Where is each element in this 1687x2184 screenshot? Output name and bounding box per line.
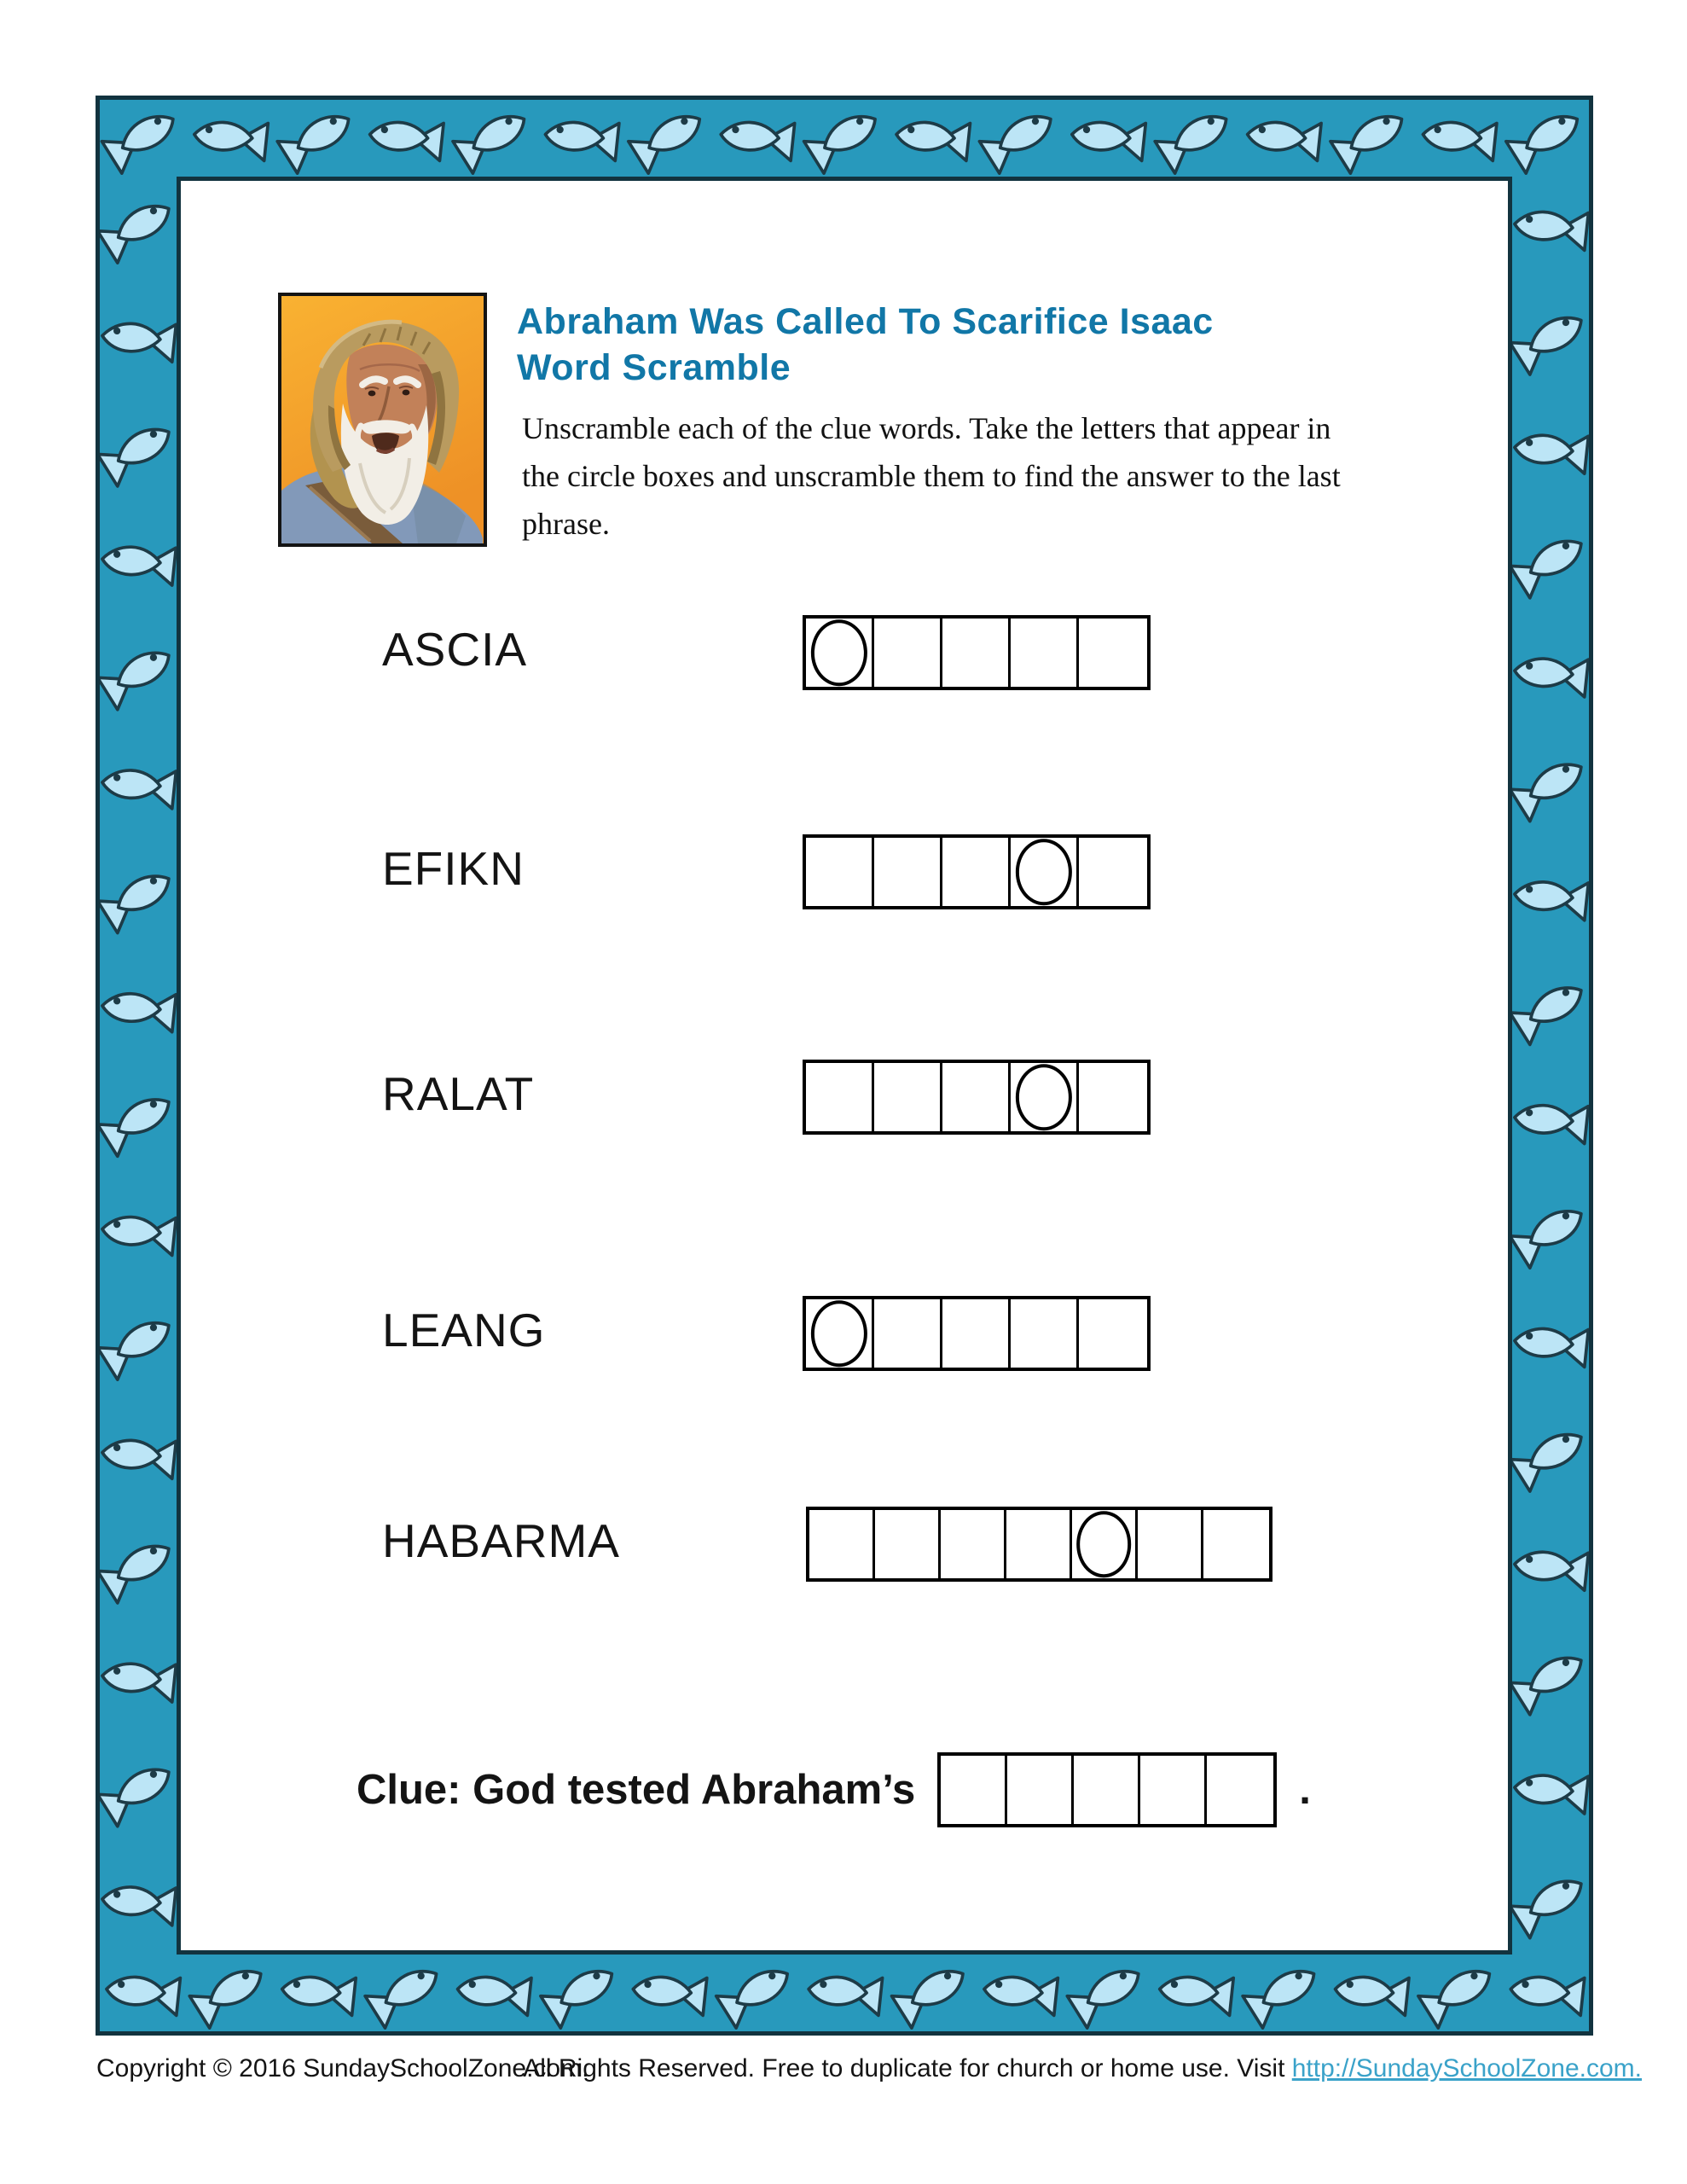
fish-icon [100, 1756, 179, 1826]
answer-box[interactable] [1011, 619, 1079, 687]
fish-icon [979, 103, 1060, 173]
answer-box[interactable] [874, 838, 942, 906]
fish-icon [100, 1086, 179, 1156]
answer-box[interactable] [1007, 1756, 1074, 1824]
answer-boxes [803, 1296, 1151, 1371]
answer-box[interactable] [806, 838, 874, 906]
answer-box[interactable] [1072, 1510, 1138, 1578]
fish-icon [1506, 103, 1587, 173]
rights-text-body: All Rights Reserved. Free to duplicate for church or home use. Visit [523, 2054, 1292, 2082]
answer-box[interactable] [1079, 619, 1147, 687]
fish-icon [541, 1958, 622, 2028]
fish-icon [101, 1880, 177, 1926]
fish-icon [455, 1971, 531, 2016]
fish-icon [101, 987, 177, 1032]
fish-icon [1509, 1971, 1585, 2016]
fish-icon [895, 116, 971, 161]
copyright-text: Copyright © 2016 SundaySchoolZone.com. [96, 2054, 589, 2082]
scrambled-word-label: HABARMA [382, 1514, 620, 1567]
fish-icon [189, 1958, 270, 2028]
fish-icon [193, 116, 269, 161]
fish-icon [277, 103, 358, 173]
clue-row [357, 1752, 1311, 1827]
rights-text [523, 2054, 1642, 2083]
scrambled-word-label: LEANG [382, 1304, 546, 1356]
answer-box[interactable] [1074, 1756, 1140, 1824]
fish-icon [1157, 1971, 1233, 2016]
answer-box[interactable] [942, 1063, 1011, 1131]
fish-icon [280, 1971, 356, 2016]
clue-text: Clue: God tested Abraham’s [357, 1767, 916, 1813]
fish-icon [1510, 1198, 1589, 1268]
answer-box[interactable] [1079, 1063, 1147, 1131]
answer-box[interactable] [1079, 838, 1147, 906]
answer-box[interactable] [942, 619, 1011, 687]
clue-answer-boxes-slot [937, 1752, 1277, 1827]
fish-icon [100, 1533, 179, 1603]
circle-marker [1015, 1064, 1071, 1130]
fish-icon [543, 116, 619, 161]
fish-icon [101, 103, 183, 173]
scrambled-word-label: EFIKN [382, 842, 525, 895]
fish-icon [1513, 1322, 1589, 1368]
answer-box[interactable] [806, 1063, 874, 1131]
answer-box[interactable] [806, 619, 874, 687]
fish-icon [101, 317, 177, 363]
circle-marker [1076, 1511, 1131, 1577]
fish-icon [368, 116, 443, 161]
fish-icon [1513, 1545, 1589, 1590]
fish-icon [100, 416, 179, 486]
fish-icon [892, 1958, 973, 2028]
fish-icon [1513, 428, 1589, 473]
scrambled-word-label: RALAT [382, 1067, 535, 1120]
abraham-illustration [281, 296, 484, 543]
answer-box[interactable] [874, 1063, 942, 1131]
answer-box[interactable] [1207, 1756, 1273, 1824]
fish-icon [1418, 1958, 1499, 2028]
fish-icon [100, 193, 179, 263]
fish-icon [983, 1971, 1058, 2016]
answer-box[interactable] [1011, 1063, 1079, 1131]
fish-icon [101, 764, 177, 809]
fish-icon [629, 103, 710, 173]
answer-boxes [803, 834, 1151, 909]
answer-box[interactable] [1011, 1299, 1079, 1368]
fish-icon [100, 863, 179, 932]
fish-icon [365, 1958, 446, 2028]
fish-icon [1510, 751, 1589, 821]
fish-icon [1510, 1867, 1589, 1937]
answer-box[interactable] [874, 619, 942, 687]
fish-icon [716, 1958, 797, 2028]
circle-marker [810, 1300, 867, 1367]
fish-icon [1245, 116, 1321, 161]
instructions-text: Unscramble each of the clue words. Take the letters that appear in the circle boxes and unscramble them to find the answer to the last phrase. [522, 411, 1341, 541]
fish-icon [100, 1310, 179, 1380]
answer-box[interactable] [809, 1510, 875, 1578]
fish-icon [1513, 652, 1589, 697]
answer-box[interactable] [941, 1510, 1006, 1578]
scrambled-word-label: ASCIA [382, 623, 528, 676]
answer-box[interactable] [1203, 1510, 1269, 1578]
answer-box[interactable] [942, 838, 1011, 906]
answer-box[interactable] [1006, 1510, 1072, 1578]
page-title-line2: Word Scramble [517, 347, 791, 388]
fish-icon [719, 116, 795, 161]
fish-icon [1510, 1421, 1589, 1491]
fish-icon [1243, 1958, 1324, 2028]
answer-box[interactable] [875, 1510, 941, 1578]
sundayschoolzone-link[interactable]: http://SundaySchoolZone.com. [1291, 2054, 1642, 2082]
fish-icon [1513, 1769, 1589, 1814]
circle-marker [1015, 839, 1071, 905]
fish-icon [1155, 103, 1236, 173]
fish-icon [101, 1434, 177, 1479]
fish-icon [453, 103, 534, 173]
fish-icon [1513, 875, 1589, 921]
answer-boxes [803, 615, 1151, 690]
fish-icon [807, 1971, 883, 2016]
fish-icon [631, 1971, 707, 2016]
answer-box[interactable] [1140, 1756, 1207, 1824]
fish-icon [101, 540, 177, 585]
fish-icon [1513, 206, 1589, 251]
fish-icon [1067, 1958, 1148, 2028]
answer-box[interactable] [1011, 838, 1079, 906]
answer-box[interactable] [1138, 1510, 1203, 1578]
page-title [517, 299, 1214, 391]
fish-icon [105, 1971, 181, 2016]
answer-boxes [803, 1060, 1151, 1135]
answer-box[interactable] [806, 1299, 874, 1368]
fish-icon [1510, 528, 1589, 598]
clue-period: . [1299, 1767, 1311, 1813]
fish-icon [1333, 1971, 1409, 2016]
fish-icon [1510, 1645, 1589, 1715]
fish-icon [100, 639, 179, 709]
answer-boxes [937, 1752, 1277, 1827]
answer-box[interactable] [941, 1756, 1007, 1824]
fish-icon [804, 103, 885, 173]
fish-icon [1330, 103, 1412, 173]
fish-icon [101, 1657, 177, 1702]
circle-marker [810, 619, 867, 686]
answer-box[interactable] [1079, 1299, 1147, 1368]
answer-box[interactable] [874, 1299, 942, 1368]
answer-boxes [806, 1507, 1272, 1582]
fish-icon [1421, 116, 1497, 161]
answer-box[interactable] [942, 1299, 1011, 1368]
fish-icon [1070, 116, 1146, 161]
page-title-line1: Abraham Was Called To Scarifice Isaac [517, 301, 1214, 342]
fish-icon [1510, 305, 1589, 375]
fish-icon [1510, 974, 1589, 1044]
fish-icon [101, 1211, 177, 1256]
fish-icon [1513, 1099, 1589, 1144]
abraham-image [278, 293, 487, 547]
